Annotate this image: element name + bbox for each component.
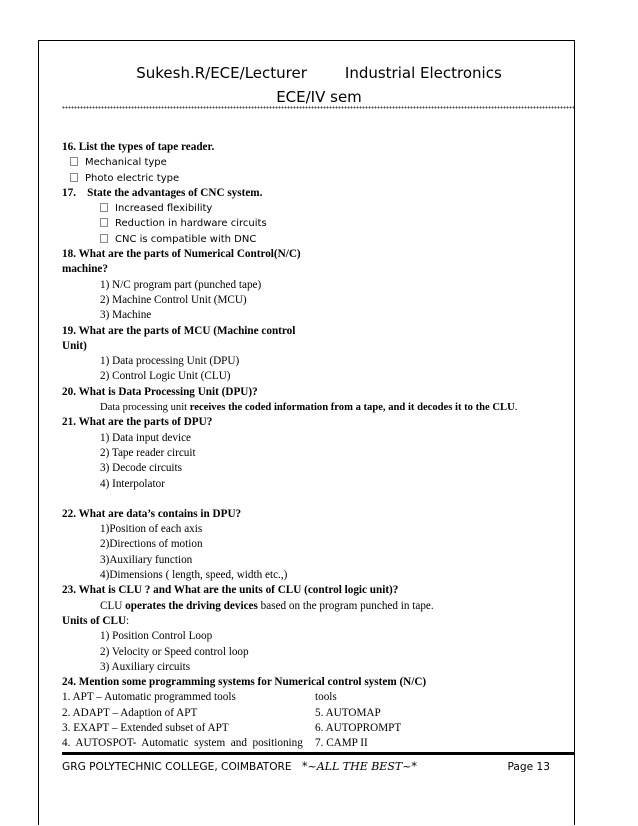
question-20: 20. What is Data Processing Unit (DPU)? (62, 385, 258, 398)
list-item: 2)Directions of motion (100, 538, 203, 551)
question-24: 24. Mention some programming systems for Numerical control system (N/C) (62, 676, 427, 689)
list-item: 2) Control Logic Unit (CLU) (100, 370, 231, 383)
table-row: 3. EXAPT – Extended subset of APT 6. AUTOPROMPT (62, 721, 402, 734)
header-dotted-divider (62, 106, 575, 109)
list-item: 1) N/C program part (punched tape) (100, 278, 262, 291)
list-item: CNC is compatible with DNC (62, 232, 582, 247)
list-item: 2) Tape reader circuit (100, 446, 196, 459)
footer-divider (62, 752, 575, 755)
list-item: 4)Dimensions ( length, speed, width etc.,) (100, 569, 288, 582)
footer-motto: *~ALL THE BEST~* (302, 760, 417, 773)
checkbox-bullet-icon (100, 218, 108, 227)
table-row: 4. AUTOSPOT- Automatic system and positioning 7. CAMP II (62, 737, 368, 750)
checkbox-bullet-icon (70, 157, 78, 166)
table-row: 1. APT – Automatic programmed tools tools (62, 691, 337, 704)
document-body (62, 140, 582, 752)
header-subject: Industrial Electronics (344, 64, 502, 82)
question-19: 19. What are the parts of MCU (Machine control (62, 324, 296, 337)
list-item: 3) Machine (100, 309, 152, 322)
answer-23: CLU operates the driving devices based on the program punched in tape. (100, 599, 434, 612)
list-item: Reduction in hardware circuits (62, 216, 582, 231)
question-18-cont: machine? (62, 263, 108, 276)
list-item: 4) Interpolator (100, 477, 165, 490)
page-header (0, 64, 638, 83)
list-item: 1) Position Control Loop (100, 630, 213, 643)
list-item: Photo electric type (62, 171, 582, 186)
footer-college: GRG POLYTECHNIC COLLEGE, COIMBATORE (62, 761, 292, 773)
list-item: Mechanical type (62, 155, 582, 170)
checkbox-bullet-icon (70, 173, 78, 182)
question-18: 18. What are the parts of Numerical Control(N/C) (62, 248, 301, 261)
list-item: 3) Auxiliary circuits (100, 660, 191, 673)
question-23: 23. What is CLU ? and What are the units of CLU (control logic unit)? (62, 584, 399, 597)
answer-20: Data processing unit receives the coded information from a tape, and it decodes it to the CLU. (100, 402, 518, 414)
list-item: Increased flexibility (62, 201, 582, 216)
question-17: 17. State the advantages of CNC system. (62, 186, 263, 199)
list-item: 2) Machine Control Unit (MCU) (100, 293, 247, 306)
checkbox-bullet-icon (100, 203, 108, 212)
list-item: 1) Data input device (100, 431, 192, 444)
list-item: 2) Velocity or Speed control loop (100, 645, 249, 658)
page-footer (62, 759, 562, 777)
header-semester: ECE/IV sem (276, 88, 362, 106)
question-22: 22. What are data’s contains in DPU? (62, 507, 242, 520)
question-21: 21. What are the parts of DPU? (62, 416, 213, 429)
list-item: 1)Position of each axis (100, 523, 203, 536)
question-16: 16. List the types of tape reader. (62, 141, 215, 153)
list-item: 1) Data processing Unit (DPU) (100, 355, 240, 368)
page-number: Page 13 (507, 761, 550, 773)
header-author: Sukesh.R/ECE/Lecturer (136, 64, 307, 82)
question-19-cont: Unit) (62, 339, 87, 352)
list-item: 3) Decode circuits (100, 462, 183, 475)
list-item: 3)Auxiliary function (100, 553, 193, 566)
units-heading: Units of CLU: (62, 614, 130, 627)
table-row: 2. ADAPT – Adaption of APT 5. AUTOMAP (62, 706, 381, 719)
spacer (62, 492, 582, 507)
checkbox-bullet-icon (100, 234, 108, 243)
